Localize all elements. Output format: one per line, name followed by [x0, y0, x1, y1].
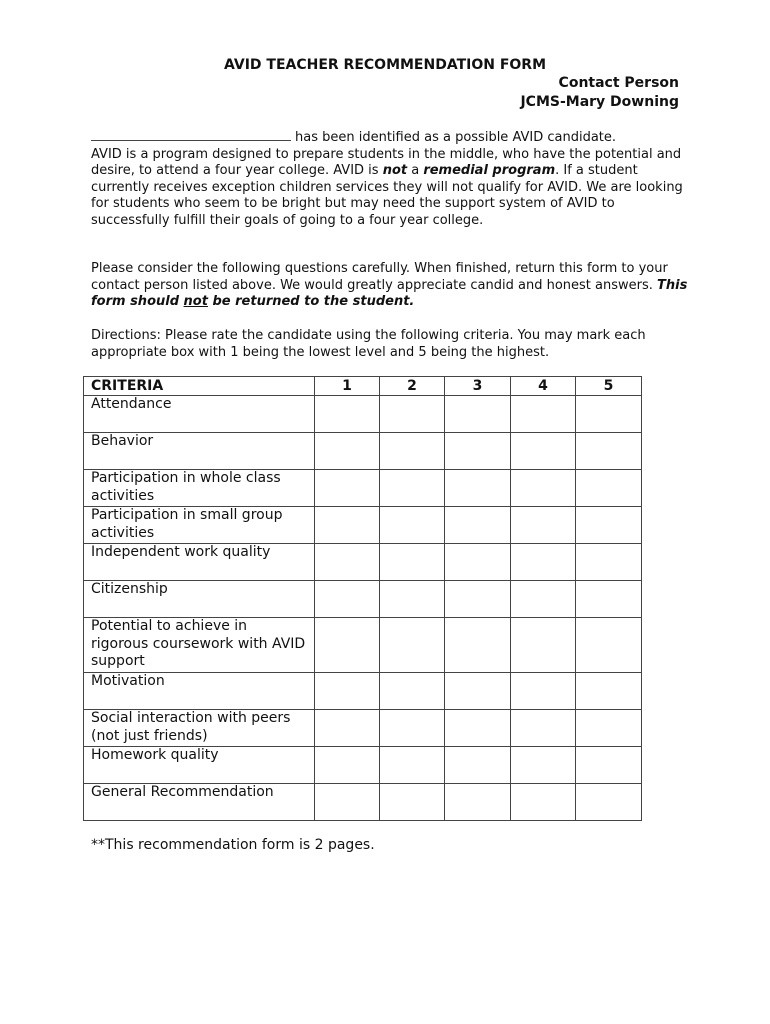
rating-cell-2[interactable]	[380, 544, 445, 581]
rating-cell-1[interactable]	[315, 433, 380, 470]
criteria-label: Participation in small group activities	[84, 507, 315, 544]
rating-cell-4[interactable]	[511, 507, 576, 544]
consider-bold-not: not	[183, 294, 208, 309]
rating-cell-1[interactable]	[315, 581, 380, 618]
rating-cell-1[interactable]	[315, 784, 380, 821]
rating-cell-4[interactable]	[511, 747, 576, 784]
form-title: AVID TEACHER RECOMMENDATION FORM	[223, 57, 547, 73]
rating-cell-3[interactable]	[445, 784, 511, 821]
pages-note: **This recommendation form is 2 pages.	[91, 837, 375, 853]
rating-cell-4[interactable]	[511, 470, 576, 507]
criteria-label: Attendance	[84, 396, 315, 433]
rating-cell-1[interactable]	[315, 507, 380, 544]
rating-cell-2[interactable]	[380, 433, 445, 470]
rating-cell-4[interactable]	[511, 710, 576, 747]
table-row	[84, 747, 642, 784]
rating-cell-1[interactable]	[315, 396, 380, 433]
table-row	[84, 507, 642, 544]
rating-cell-4[interactable]	[511, 673, 576, 710]
consider-paragraph	[91, 261, 691, 311]
criteria-label: General Recommendation	[84, 784, 315, 821]
table-row	[84, 618, 642, 673]
rating-cell-4[interactable]	[511, 581, 576, 618]
intro-blank-suffix: has been identified as a possible AVID candidate.	[295, 130, 617, 145]
rating-cell-5[interactable]	[576, 710, 642, 747]
directions-paragraph: Directions: Please rate the candidate using the following criteria. You may mark each appropriate box with 1 being the lowest level and 5 being the highest.	[91, 328, 646, 360]
rating-cell-2[interactable]	[380, 784, 445, 821]
scale-header-3: 3	[445, 377, 511, 396]
rating-cell-4[interactable]	[511, 544, 576, 581]
rating-cell-5[interactable]	[576, 396, 642, 433]
intro-not: not	[382, 163, 408, 178]
rating-cell-1[interactable]	[315, 544, 380, 581]
rating-cell-1[interactable]	[315, 470, 380, 507]
student-name-blank[interactable]	[91, 129, 291, 141]
rating-cell-2[interactable]	[380, 747, 445, 784]
rating-cell-3[interactable]	[445, 507, 511, 544]
rating-cell-3[interactable]	[445, 396, 511, 433]
rating-cell-1[interactable]	[315, 673, 380, 710]
scale-header-2: 2	[380, 377, 445, 396]
rating-cell-2[interactable]	[380, 581, 445, 618]
rating-cell-3[interactable]	[445, 710, 511, 747]
rating-cell-5[interactable]	[576, 747, 642, 784]
contact-person-name: JCMS-Mary Downing	[520, 94, 679, 110]
contact-person-label: Contact Person	[558, 75, 679, 91]
table-row	[84, 433, 642, 470]
table-row	[84, 673, 642, 710]
rating-cell-5[interactable]	[576, 673, 642, 710]
rating-cell-5[interactable]	[576, 544, 642, 581]
criteria-table	[83, 376, 642, 821]
rating-cell-2[interactable]	[380, 507, 445, 544]
criteria-label: Motivation	[84, 673, 315, 710]
table-row	[84, 396, 642, 433]
rating-cell-4[interactable]	[511, 618, 576, 673]
rating-cell-3[interactable]	[445, 433, 511, 470]
rating-cell-1[interactable]	[315, 618, 380, 673]
rating-cell-3[interactable]	[445, 618, 511, 673]
scale-header-4: 4	[511, 377, 576, 396]
intro-text-a: AVID is a program designed to prepare students in the middle, who have the potential and desire, to attend a four year college. AVID is	[91, 146, 682, 178]
rating-cell-1[interactable]	[315, 710, 380, 747]
rating-cell-5[interactable]	[576, 470, 642, 507]
criteria-label: Homework quality	[84, 747, 315, 784]
rating-cell-5[interactable]	[576, 433, 642, 470]
consider-text: Please consider the following questions carefully. When finished, return this form to your contact person listed above. We would greatly appreciate candid and honest answers.	[91, 261, 668, 293]
criteria-label: Potential to achieve in rigorous coursework with AVID support	[84, 618, 315, 673]
rating-cell-4[interactable]	[511, 433, 576, 470]
rating-cell-5[interactable]	[576, 618, 642, 673]
rating-cell-2[interactable]	[380, 618, 445, 673]
intro-paragraph	[91, 129, 691, 229]
intro-remedial-program: remedial program	[423, 163, 556, 178]
table-row	[84, 710, 642, 747]
scale-header-5: 5	[576, 377, 642, 396]
rating-cell-3[interactable]	[445, 747, 511, 784]
scale-header-1: 1	[315, 377, 380, 396]
table-row	[84, 581, 642, 618]
criteria-label: Social interaction with peers (not just friends)	[84, 710, 315, 747]
consider-bold-pre: This form should	[91, 277, 688, 309]
criteria-label: Citizenship	[84, 581, 315, 618]
rating-cell-5[interactable]	[576, 784, 642, 821]
rating-cell-2[interactable]	[380, 710, 445, 747]
rating-cell-1[interactable]	[315, 747, 380, 784]
table-row	[84, 784, 642, 821]
rating-cell-3[interactable]	[445, 673, 511, 710]
consider-bold-post: be returned to the student.	[207, 294, 415, 309]
table-row	[84, 544, 642, 581]
rating-cell-3[interactable]	[445, 581, 511, 618]
rating-cell-5[interactable]	[576, 581, 642, 618]
criteria-label: Participation in whole class activities	[84, 470, 315, 507]
rating-cell-4[interactable]	[511, 784, 576, 821]
rating-cell-3[interactable]	[445, 544, 511, 581]
criteria-header-row	[84, 377, 642, 396]
intro-a: a	[407, 163, 424, 178]
rating-cell-2[interactable]	[380, 470, 445, 507]
rating-cell-2[interactable]	[380, 673, 445, 710]
table-row	[84, 470, 642, 507]
rating-cell-4[interactable]	[511, 396, 576, 433]
intro-text-b: . If a student currently receives exception children services they will not qualify for AVID. We are looking for students who seem to be bright but may need the support system of AVID to successfully fulfill their goals of going to a four year college.	[91, 163, 683, 228]
rating-cell-2[interactable]	[380, 396, 445, 433]
criteria-label: Behavior	[84, 433, 315, 470]
criteria-header: CRITERIA	[84, 377, 315, 396]
rating-cell-5[interactable]	[576, 507, 642, 544]
rating-cell-3[interactable]	[445, 470, 511, 507]
criteria-label: Independent work quality	[84, 544, 315, 581]
